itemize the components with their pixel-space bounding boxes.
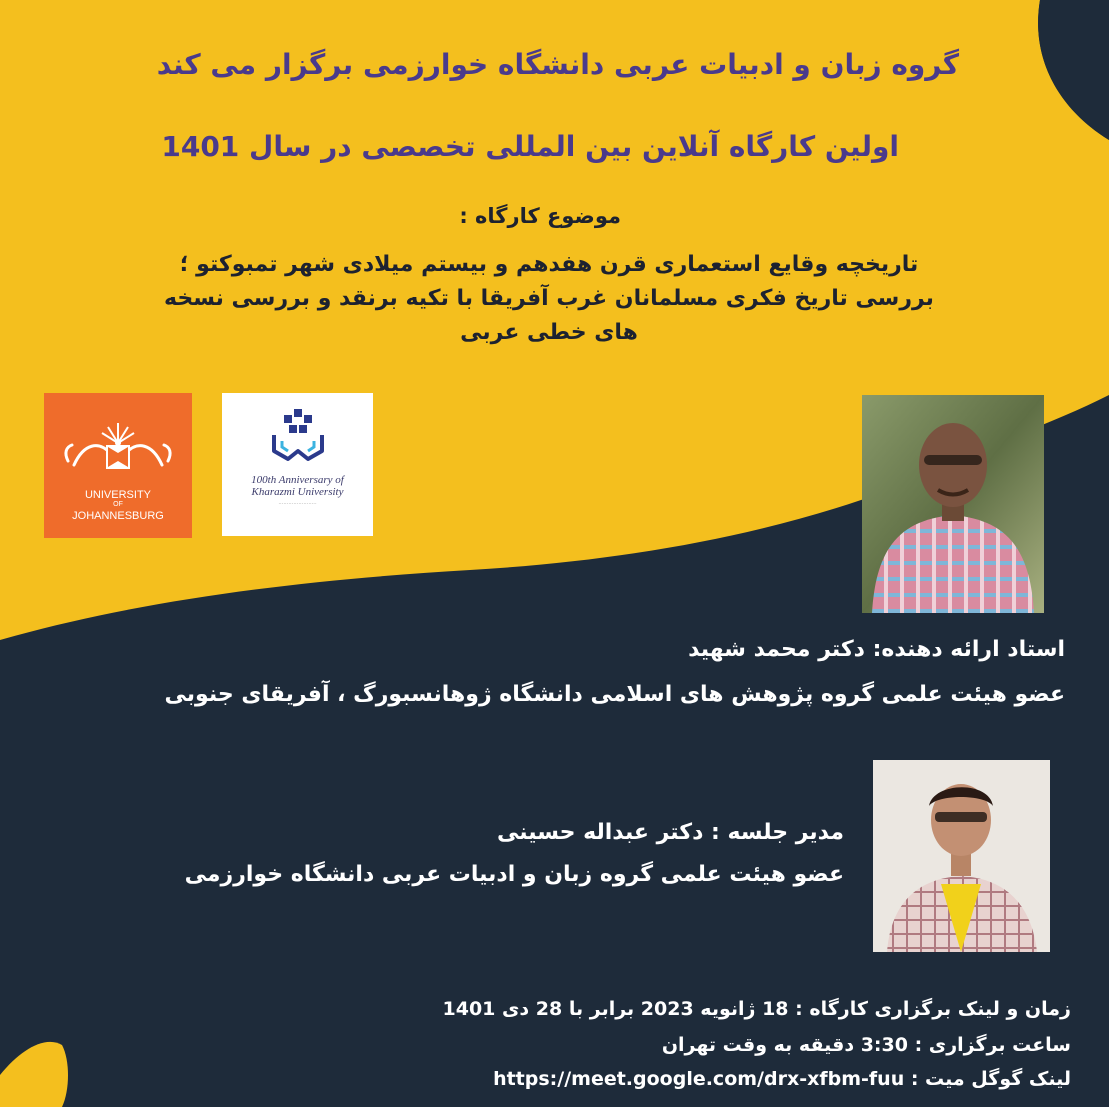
topic-text: تاریخچه وقایع استعماری قرن هفدهم و بیستم میلادی شهر تمبوکتو ؛ بررسی تاریخ فکری مسلمانان غرب آفریقا با تکیه برنقد و بررسی نسخه های خطی عربی bbox=[164, 252, 934, 346]
university-of-johannesburg-logo bbox=[44, 393, 192, 538]
kharazmi-small-caption: ······················· bbox=[278, 501, 317, 507]
kharazmi-university-logo bbox=[222, 393, 373, 536]
google-meet-link[interactable]: لینک گوگل میت : https://meet.google.com/drx-xfbm-fuu bbox=[493, 1068, 1071, 1090]
uj-name-line1: UNIVERSITY bbox=[84, 489, 151, 501]
uj-name-line3: JOHANNESBURG bbox=[72, 510, 164, 522]
speaker-photo bbox=[862, 395, 1044, 613]
kharazmi-name-line1: 100th Anniversary of bbox=[251, 474, 344, 486]
kharazmi-name-line2: Kharazmi University bbox=[251, 486, 344, 498]
kharazmi-emblem-icon bbox=[222, 407, 373, 477]
moderator-photo bbox=[873, 760, 1050, 952]
topic-label: موضوع کارگاه : bbox=[459, 204, 621, 228]
uj-name-line2: OF bbox=[113, 501, 123, 508]
workshop-heading: اولین کارگاه آنلاین بین المللی تخصصی در سال 1401 bbox=[161, 130, 899, 163]
workshop-hour: ساعت برگزاری : 3:30 دقیقه به وقت تهران bbox=[661, 1034, 1071, 1056]
workshop-date: زمان و لینک برگزاری کارگاه : 18 ژانویه 2023 برابر با 28 دی 1401 bbox=[442, 998, 1071, 1020]
organizer-heading: گروه زبان و ادبیات عربی دانشگاه خوارزمی برگزار می کند bbox=[156, 48, 959, 81]
speaker-name: استاد ارائه دهنده: دکتر محمد شهید bbox=[688, 637, 1065, 662]
moderator-affiliation: عضو هیئت علمی گروه زبان و ادبیات عربی دانشگاه خوارزمی bbox=[184, 862, 844, 887]
moderator-name: مدیر جلسه : دکتر عبداله حسینی bbox=[496, 820, 844, 845]
speaker-affiliation: عضو هیئت علمی گروه پژوهش های اسلامی دانشگاه ژوهانسبورگ ، آفریقای جنوبی bbox=[164, 682, 1065, 707]
uj-crest-icon bbox=[44, 403, 192, 493]
